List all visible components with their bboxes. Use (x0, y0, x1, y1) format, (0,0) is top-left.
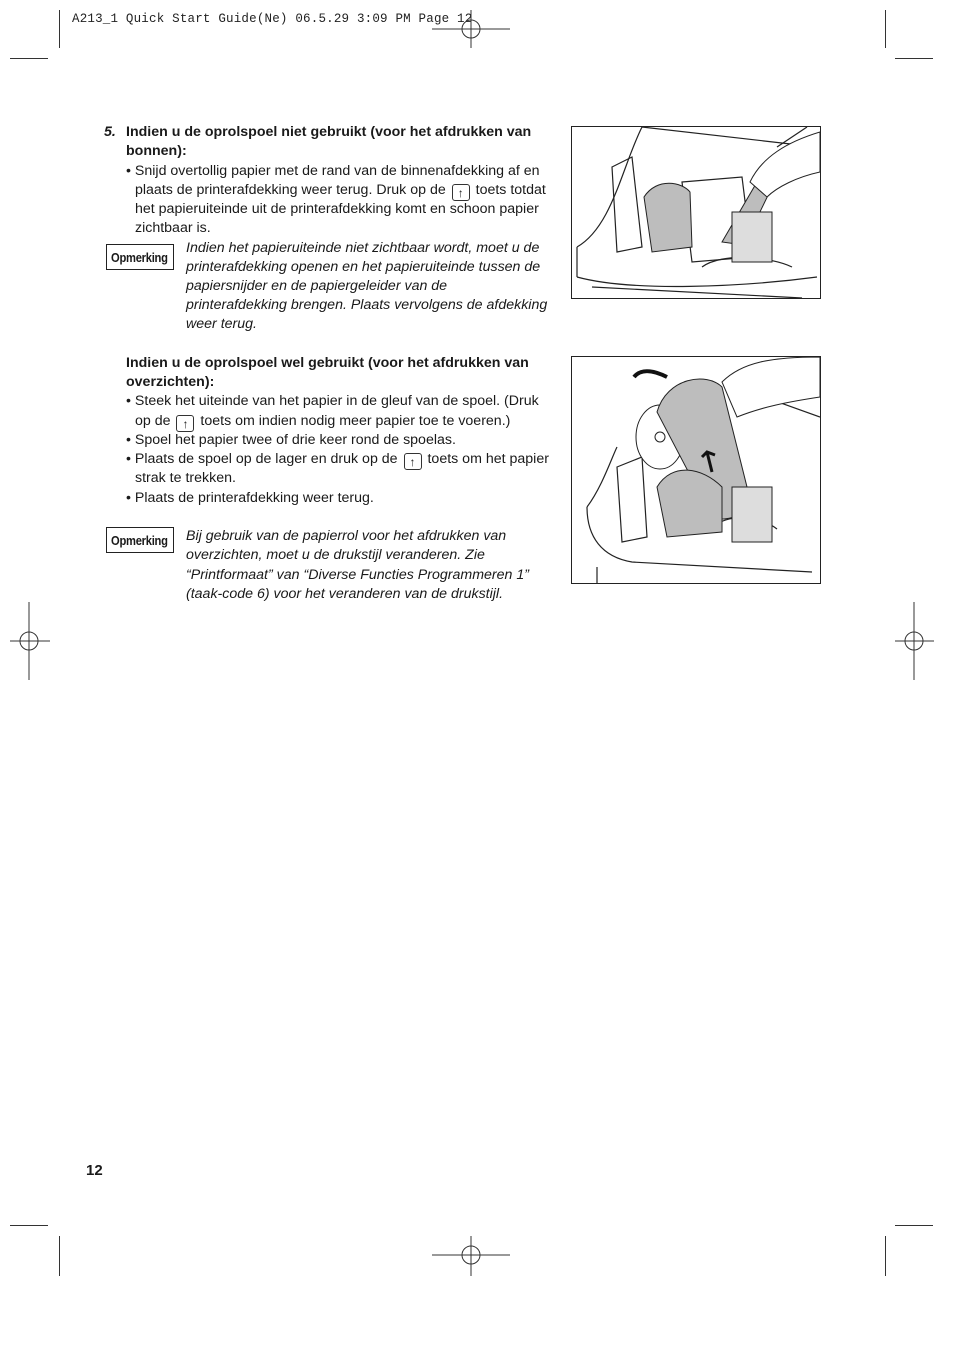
bullet-wind-paper: • Spoel het papier twee of drie keer rond de spoelas. (126, 432, 456, 448)
note-text: printerafdekking openen en het papieruiteinde tussen de (186, 259, 541, 275)
printer-illustration-receipt (571, 126, 821, 299)
note-text: printerafdekking brengen. Plaats vervolgens de afdekking (186, 297, 548, 313)
print-slug: A213_1 Quick Start Guide(Ne) 06.5.29 3:09 PM Page 12 (72, 12, 473, 26)
note-text: overzichten, moet u de drukstijl veranderen. Zie (186, 547, 485, 563)
note-text: “Printformaat” van “Diverse Functies Programmeren 1” (186, 567, 529, 583)
feed-key-icon: ↑ (404, 453, 422, 470)
note-text: (taak-code 6) voor het veranderen van de drukstijl. (186, 586, 504, 602)
bullet-cut-paper-l3: het papieruiteinde uit de printerafdekking komt en schoon papier (135, 201, 539, 217)
step-heading-cont: bonnen): (126, 143, 187, 159)
note-text: papiersnijder en de papiergeleider van de (186, 278, 448, 294)
feed-key-icon: ↑ (176, 415, 194, 432)
bullet-cut-paper: • Snijd overtollig papier met de rand van de binnenafdekking af en (126, 163, 540, 179)
printer-illustration-takeup-spool (571, 356, 821, 584)
note-text: Bij gebruik van de papierrol voor het afdrukken van (186, 528, 507, 544)
section-heading: Indien u de oprolspoel wel gebruikt (voor het afdrukken van (126, 355, 529, 371)
bullet-place-spool: • Plaats de spoel op de lager en druk op de ↑ toets om het papier (126, 451, 549, 469)
bullet-place-spool-l2: strak te trekken. (135, 470, 236, 486)
note-text: Indien het papieruiteinde niet zichtbaar wordt, moet u de (186, 240, 540, 256)
note-text: weer terug. (186, 316, 257, 332)
bullet-insert-paper: • Steek het uiteinde van het papier in de gleuf van de spoel. (Druk (126, 393, 539, 409)
step-heading: Indien u de oprolspoel niet gebruikt (voor het afdrukken van (126, 124, 532, 140)
bullet-cut-paper-l2: plaats de printerafdekking weer terug. Druk op de ↑ toets totdat (135, 182, 546, 200)
bullet-cut-paper-l4: zichtbaar is. (135, 220, 211, 236)
bullet-replace-cover: • Plaats de printerafdekking weer terug. (126, 490, 374, 506)
note-badge: Opmerking (106, 244, 174, 270)
step-number: 5. (104, 124, 116, 140)
feed-key-icon: ↑ (452, 184, 470, 201)
note-badge: Opmerking (106, 527, 174, 553)
page-number: 12 (86, 1162, 103, 1179)
bullet-insert-paper-l2: op de ↑ toets om indien nodig meer papier toe te voeren.) (135, 413, 511, 431)
section-heading-cont: overzichten): (126, 374, 215, 390)
